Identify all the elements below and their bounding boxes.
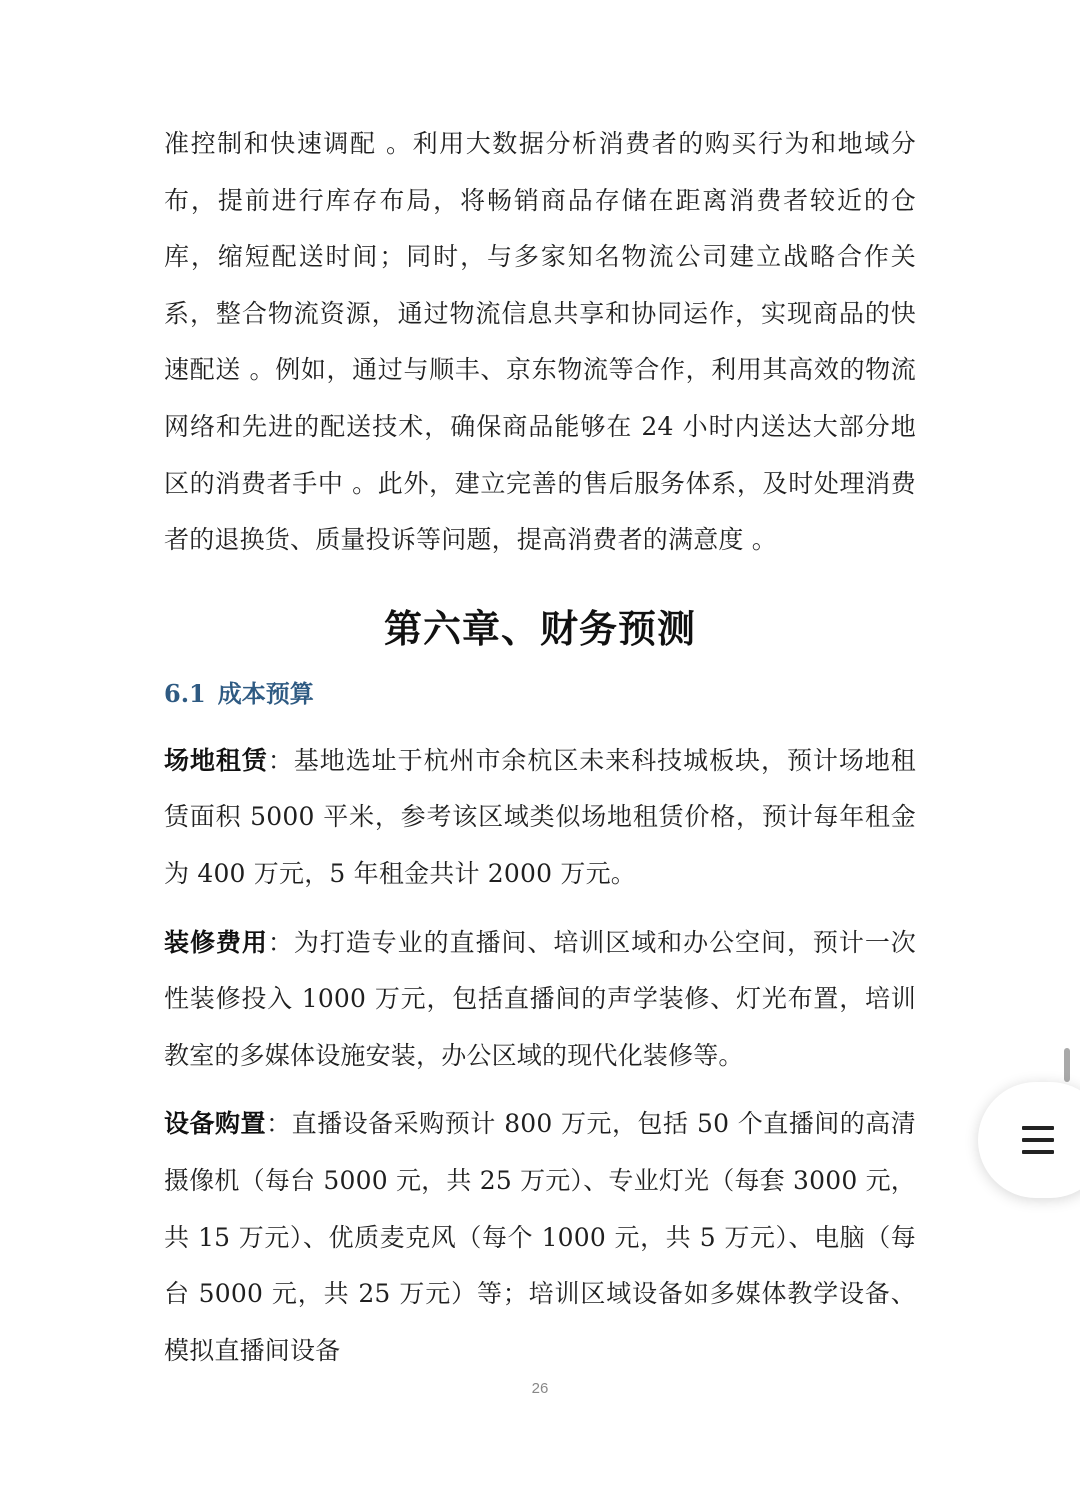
cost-item-term: 设备购置	[164, 1109, 267, 1139]
scrollbar-thumb[interactable]	[1064, 1048, 1070, 1082]
menu-button[interactable]	[978, 1082, 1080, 1198]
section-title: 成本预算	[217, 678, 314, 708]
intro-paragraph: 准控制和快速调配 。利用大数据分析消费者的购买行为和地域分布，提前进行库存布局，将畅销商品存储在距离消费者较近的仓库，缩短配送时间；同时，与多家知名物流公司建立战略合作关系，整合物流资源，通过物流信息共享和协同运作，实现商品的快速配送 。例如，通过与顺丰、京东物流等合作，利用其高效的物流网络和先进的配送技术，确保商品能够在 24 小时内送达大部分地区的消费者手中 。此外，建立完善的售后服务体系，及时处理消费者的退换货、质量投诉等问题，提高消费者的满意度 。	[164, 129, 916, 555]
cost-item-venue-rent	[164, 733, 916, 903]
chapter-title: 第六章、财务预测	[383, 606, 696, 651]
hamburger-menu-icon	[1022, 1126, 1054, 1154]
cost-item-equipment	[164, 1096, 916, 1379]
section-number: 6.1	[164, 678, 206, 708]
page-content	[164, 116, 916, 1391]
cost-item-term: 场地租赁	[164, 745, 268, 775]
page-number: 26	[531, 1380, 549, 1397]
cost-item-text: ：为打造专业的直播间、培训区域和办公空间，预计一次性装修投入 1000 万元，包括直播间的声学装修、灯光布置，培训教室的多媒体设施安装，办公区域的现代化装修等。	[164, 927, 916, 1070]
cost-item-text: ：基地选址于杭州市余杭区未来科技城板块，预计场地租赁面积 5000 平米，参考该区域类似场地租赁价格，预计每年租金为 400 万元，5 年租金共计 2000 万元。	[164, 745, 916, 888]
cost-item-term: 装修费用	[164, 927, 268, 957]
section-heading	[164, 669, 916, 719]
cost-item-text: ：直播设备采购预计 800 万元，包括 50 个直播间的高清摄像机（每台 5000 元，共 25 万元）、专业灯光（每套 3000 元，共 15 万元）、优质麦克风（每个 1000 元，共 5 万元）、电脑（每台 5000 元，共 25 万元）等；培训区域设备如多媒体教学设备、模拟直播间设备	[164, 1109, 916, 1365]
cost-item-renovation	[164, 915, 916, 1085]
